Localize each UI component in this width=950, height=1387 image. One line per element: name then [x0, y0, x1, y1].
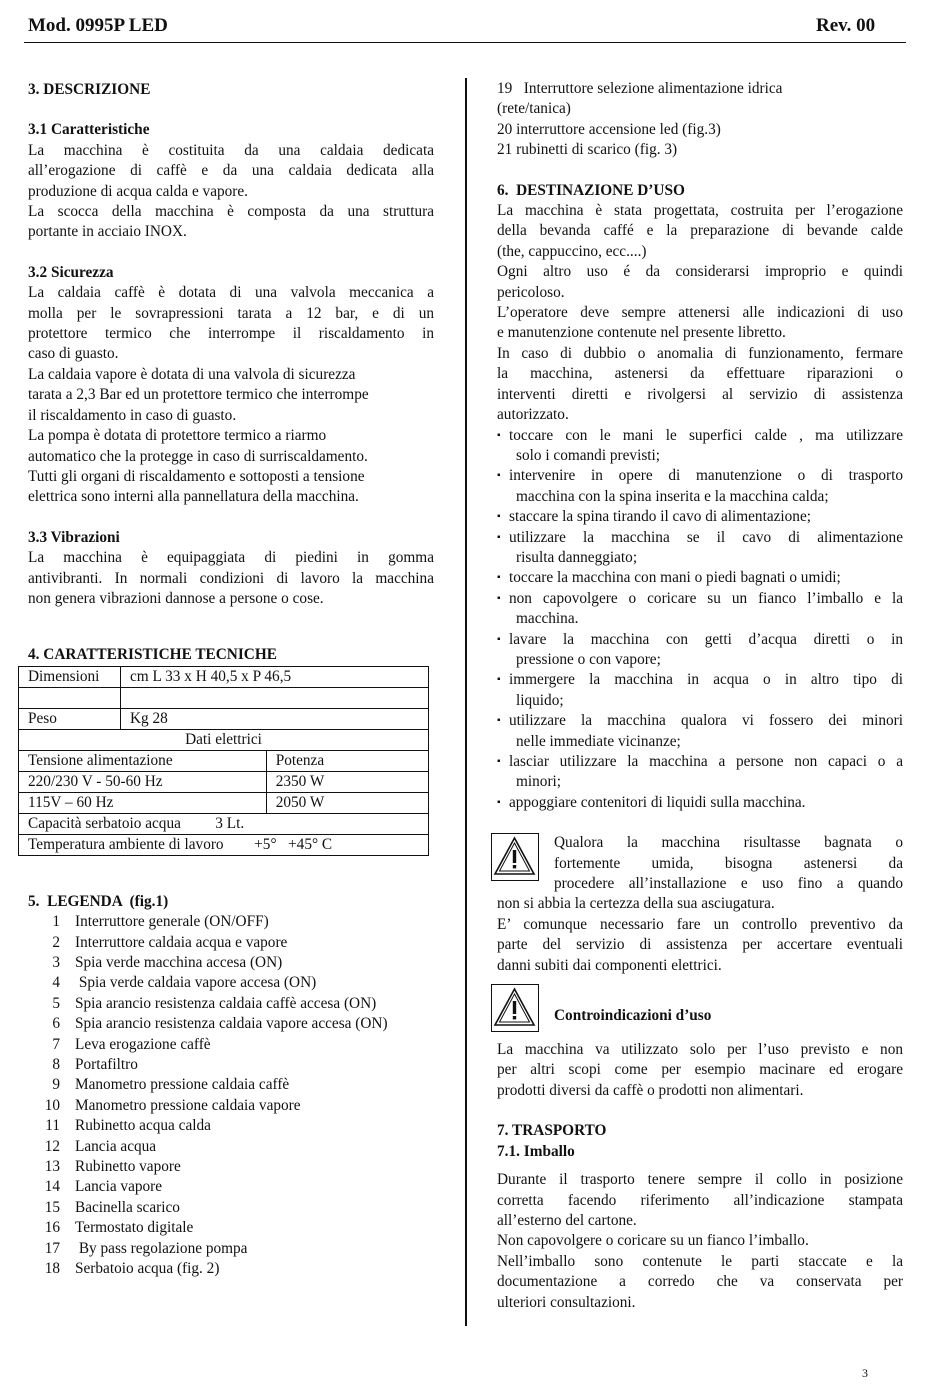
list-item-text: non capovolgere o coricare su un fianco l’imballo e la — [509, 589, 903, 607]
voltage-value: 220/230 V - 50-60 Hz — [19, 771, 267, 792]
text-line: corretta facendo riferimento all’indicazione stampata — [497, 1191, 903, 1209]
legend-item — [28, 1035, 434, 1055]
text-line: automatico che la protegge in caso di surriscaldamento. — [28, 447, 368, 465]
list-item-text: intervenire in opere di manutenzione o di trasporto — [509, 467, 903, 485]
text-line: La macchina è equipaggiata di piedini in gomma — [28, 549, 434, 567]
dimensions-value: cm L 33 x H 40,5 x P 46,5 — [121, 666, 429, 687]
legend-item — [28, 973, 434, 993]
bullet-square-icon: ▪ — [497, 592, 501, 604]
voltage-header: Tensione alimentazione — [19, 750, 267, 771]
legend-item — [28, 1218, 434, 1238]
empty-cell — [19, 687, 121, 708]
left-column — [28, 80, 434, 1279]
section-3-1-title: 3.1 Caratteristiche — [28, 121, 150, 139]
weight-label: Peso — [19, 708, 121, 729]
section-4-title: 4. CARATTERISTICHE TECNICHE — [28, 646, 277, 664]
text-line: fortemente umida, bisogna astenersi da — [554, 854, 903, 872]
list-item-continuation: liquido; — [516, 691, 564, 709]
legend-item — [28, 1198, 434, 1218]
legend-text: Interruttore caldaia acqua e vapore — [75, 933, 288, 951]
legend-text: Rubinetto acqua calda — [75, 1117, 211, 1135]
column-divider — [465, 78, 467, 1326]
legend-number: 4 — [52, 974, 60, 992]
legend-text: Lancia vapore — [75, 1178, 163, 1196]
legend-number: 2 — [52, 933, 60, 951]
section-3-title: 3. DESCRIZIONE — [28, 81, 151, 98]
table-row — [19, 771, 429, 792]
legend-item — [28, 933, 434, 953]
text-line: caso di guasto. — [28, 345, 119, 363]
power-header: Potenza — [266, 750, 428, 771]
list-item — [497, 507, 903, 527]
bullet-square-icon: ▪ — [497, 796, 501, 808]
list-item — [497, 466, 903, 507]
legend-text: Serbatoio acqua (fig. 2) — [75, 1260, 220, 1278]
list-item — [497, 568, 903, 588]
text-line: il riscaldamento in caso di guasto. — [28, 406, 237, 424]
text-line: La macchina va utilizzato solo per l’uso previsto e non — [497, 1041, 903, 1059]
text-line: non si abbia la certezza della sua asciugatura. — [497, 895, 775, 913]
text-line: parte del servizio di assistenza per accertare eventuali — [497, 936, 903, 954]
text-line: non genera vibrazioni dannose a persone o cose. — [28, 589, 324, 607]
right-column — [497, 79, 903, 1313]
warning-text — [554, 833, 903, 894]
tank-capacity: Capacità serbatoio acqua 3 Lt. — [19, 813, 429, 834]
legend-number: 5 — [52, 994, 60, 1012]
legend-item — [28, 1014, 434, 1034]
legend-item: (rete/tanica) — [497, 100, 571, 118]
list-item-text: toccare con le mani le superfici calde , ma utilizzare — [509, 426, 903, 444]
text-line: protettore termico che interrompe il riscaldamento in — [28, 325, 434, 343]
text-line: la macchina, astenersi da effettuare riparazioni o — [497, 365, 903, 383]
list-item-text: utilizzare la macchina se il cavo di alimentazione — [509, 528, 903, 546]
text-line: e manutenzione contenute nel presente libretto. — [497, 324, 786, 342]
legend-number: 17 — [44, 1239, 60, 1257]
legend-item — [28, 1116, 434, 1136]
text-line: Qualora la macchina risultasse bagnata o — [554, 834, 903, 852]
text-line: pericoloso. — [497, 283, 565, 301]
table-row — [19, 834, 429, 855]
electrical-data-heading: Dati elettrici — [19, 729, 429, 750]
legend-number: 15 — [44, 1198, 60, 1216]
text-line: Nell’imballo sono contenute le parti staccate e la — [497, 1252, 903, 1270]
legend-text: Spia verde macchina accesa (ON) — [75, 953, 283, 971]
text-line: tarata a 2,3 Bar ed un protettore termico che interrompe — [28, 386, 369, 404]
section-3-2-title: 3.2 Sicurezza — [28, 263, 114, 281]
legend-item — [28, 912, 434, 932]
empty-cell — [121, 687, 429, 708]
list-item-continuation: risulta danneggiato; — [516, 548, 638, 566]
header-rule — [24, 42, 906, 43]
bullet-square-icon: ▪ — [497, 674, 501, 686]
text-line: La macchina è stata progettata, costruita per l’erogazione — [497, 202, 903, 220]
text-line: La macchina è costituita da una caldaia dedicata — [28, 141, 434, 159]
list-item-text: toccare la macchina con mani o piedi bagnati o umidi; — [509, 569, 841, 587]
table-row — [19, 708, 429, 729]
warning-icon — [491, 984, 539, 1032]
legend-text: Portafiltro — [75, 1056, 138, 1073]
legend-text: Manometro pressione caldaia vapore — [75, 1096, 301, 1114]
text-line: In caso di dubbio o anomalia di funzionamento, fermare — [497, 344, 903, 362]
list-item — [497, 670, 903, 711]
section-6-body — [497, 201, 903, 425]
section-3-3-title: 3.3 Vibrazioni — [28, 528, 120, 546]
legend-item — [28, 1177, 434, 1197]
section-3-3-body — [28, 548, 434, 609]
text-line: Ogni altro uso é da considerarsi improprio e quindi — [497, 263, 903, 281]
page-number: 3 — [862, 1366, 868, 1380]
list-item-text: utilizzare la macchina qualora vi fossero dei minori — [509, 712, 903, 730]
warning-continued — [497, 894, 903, 976]
legend-number: 12 — [44, 1137, 60, 1155]
warning-block — [497, 833, 903, 894]
section-3-1-body — [28, 141, 434, 243]
text-line: Non capovolgere o coricare su un fianco l’imballo. — [497, 1232, 809, 1250]
table-row — [19, 750, 429, 771]
section-3-2-body — [28, 283, 434, 507]
list-item — [497, 793, 903, 813]
legend-item — [28, 1096, 434, 1116]
text-line: autorizzato. — [497, 406, 569, 424]
text-line: per altri scopi come per esempio macinare ed erogare — [497, 1061, 903, 1079]
text-line: La caldaia vapore è dotata di una valvola di sicurezza — [28, 365, 356, 383]
legend-item: 20 interruttore accensione led (fig.3) — [497, 120, 721, 138]
legend-number: 9 — [52, 1076, 60, 1094]
text-line: E’ comunque necessario fare un controllo preventivo da — [497, 915, 903, 933]
table-row — [19, 813, 429, 834]
list-item-continuation: solo i comandi previsti; — [516, 446, 661, 464]
list-item-continuation: minori; — [516, 773, 562, 791]
power-value: 2050 W — [266, 792, 428, 813]
list-item — [497, 426, 903, 467]
table-row — [19, 792, 429, 813]
list-item — [497, 630, 903, 671]
legend-item — [28, 1239, 434, 1259]
legend-text: Spia arancio resistenza caldaia caffè accesa (ON) — [75, 994, 377, 1012]
bullet-square-icon: ▪ — [497, 572, 501, 584]
list-item-text: lasciar utilizzare la macchina a persone non capaci o a — [509, 753, 903, 770]
text-line: La pompa è dotata di protettore termico a riarmo — [28, 427, 327, 445]
table-row — [19, 729, 429, 750]
specs-table — [18, 666, 429, 856]
text-line: La scocca della macchina è composta da una struttura — [28, 203, 434, 221]
legend-text: Bacinella scarico — [75, 1198, 180, 1216]
legend-item: 21 rubinetti di scarico (fig. 3) — [497, 141, 678, 159]
contraindications-block — [497, 984, 903, 1032]
bullet-square-icon: ▪ — [497, 429, 501, 441]
table-row — [19, 687, 429, 708]
bullet-square-icon: ▪ — [497, 715, 501, 727]
list-item-text: lavare la macchina con getti d’acqua diretti o in — [509, 630, 903, 648]
bullet-square-icon: ▪ — [497, 511, 501, 523]
legend-number: 13 — [44, 1158, 60, 1176]
text-line: (the, cappuccino, ecc....) — [497, 242, 647, 260]
list-item-text: appoggiare contenitori di liquidi sulla macchina. — [509, 793, 806, 811]
legend-number: 16 — [44, 1219, 60, 1237]
text-line: documentazione a corredo che va conservata per — [497, 1273, 903, 1291]
legend-number: 6 — [52, 1015, 60, 1033]
legend-text: Manometro pressione caldaia caffè — [75, 1076, 290, 1094]
list-item — [497, 528, 903, 569]
legend-text: Rubinetto vapore — [75, 1158, 181, 1176]
legend-item — [28, 1157, 434, 1177]
text-line: La caldaia caffè è dotata di una valvola meccanica a — [28, 284, 434, 302]
dimensions-label: Dimensioni — [19, 666, 121, 687]
legend-list — [28, 912, 434, 1279]
section-7-title: 7. TRASPORTO — [497, 1122, 607, 1140]
contraindications-title: Controindicazioni d’uso — [554, 1007, 712, 1025]
text-line: molla per le sovrapressioni tarata a 12 bar, e di un — [28, 304, 434, 322]
text-line: danni subiti dai componenti elettrici. — [497, 956, 722, 974]
list-item-continuation: nelle immediate vicinanze; — [516, 732, 681, 750]
legend-item — [28, 1137, 434, 1157]
voltage-value: 115V – 60 Hz — [19, 792, 267, 813]
warning-icon — [491, 833, 539, 881]
operator-bullet-list — [497, 426, 903, 814]
text-line: produzione di acqua calda e vapore. — [28, 182, 248, 200]
legend-number: 14 — [44, 1178, 60, 1196]
section-7-1-body — [497, 1170, 903, 1313]
weight-value: Kg 28 — [121, 708, 429, 729]
text-line: all’erogazione di caffè e da una caldaia dedicata alla — [28, 162, 434, 180]
legend-item — [28, 1259, 434, 1279]
list-item-continuation: macchina. — [516, 610, 579, 628]
legend-number: 10 — [44, 1096, 60, 1114]
bullet-square-icon: ▪ — [497, 756, 501, 767]
legend-item — [28, 1075, 434, 1095]
power-value: 2350 W — [266, 771, 428, 792]
legend-text: Leva erogazione caffè — [75, 1035, 211, 1053]
legend-item — [28, 953, 434, 973]
legend-item: 19 Interruttore selezione alimentazione idrica — [497, 80, 783, 97]
section-7-1-title: 7.1. Imballo — [497, 1142, 575, 1160]
text-line: Tutti gli organi di riscaldamento e sottoposti a tensione — [28, 467, 365, 485]
list-item-continuation: macchina con la spina inserita e la macchina calda; — [516, 487, 829, 505]
text-line: all’esterno del cartone. — [497, 1211, 637, 1229]
text-line: ulteriori consultazioni. — [497, 1293, 636, 1311]
bullet-square-icon: ▪ — [497, 470, 501, 482]
text-line: della bevanda caffé e la preparazione di bevande calde — [497, 222, 903, 240]
ambient-temperature: Temperatura ambiente di lavoro +5° +45° C — [19, 834, 429, 855]
table-row — [19, 666, 429, 687]
text-line: Durante il trasporto tenere sempre il collo in posizione — [497, 1171, 903, 1189]
legend-number: 3 — [52, 953, 60, 971]
legend-text: Spia verde caldaia vapore accesa (ON) — [75, 974, 317, 992]
text-line: prodotti diversi da caffè o prodotti non alimentari. — [497, 1081, 804, 1099]
header-revision: Rev. 00 — [816, 15, 876, 36]
legend-number: 1 — [52, 913, 60, 931]
legend-text: Interruttore generale (ON/OFF) — [75, 913, 269, 931]
text-line: procedere all’installazione e uso fino a quando — [554, 875, 903, 893]
legend-text: By pass regolazione pompa — [75, 1239, 248, 1257]
legend-text: Lancia acqua — [75, 1137, 157, 1155]
list-item — [497, 711, 903, 752]
list-item — [497, 589, 903, 630]
text-line: portante in acciaio INOX. — [28, 223, 187, 241]
text-line: interventi diretti e rivolgersi al servizio di assistenza — [497, 385, 903, 403]
legend-item — [28, 1055, 434, 1075]
list-item — [497, 752, 903, 793]
text-line: elettrica sono interni alla pannellatura della macchina. — [28, 488, 359, 506]
bullet-square-icon: ▪ — [497, 531, 501, 543]
bullet-square-icon: ▪ — [497, 633, 501, 645]
header-model: Mod. 0995P LED — [28, 15, 168, 36]
legend-number: 7 — [52, 1035, 60, 1053]
contraindications-body — [497, 1040, 903, 1101]
legend-text: Spia arancio resistenza caldaia vapore accesa (ON) — [75, 1015, 388, 1033]
section-6-title: 6. DESTINAZIONE D’USO — [497, 181, 685, 199]
text-line: L’operatore deve sempre attenersi alle indicazioni di uso — [497, 304, 903, 322]
list-item-text: immergere la macchina in acqua o in altro tipo di — [509, 671, 903, 689]
legend-item — [28, 994, 434, 1014]
section-5-title: 5. LEGENDA (fig.1) — [28, 892, 169, 910]
legend-continued — [497, 79, 903, 161]
legend-text: Termostato digitale — [75, 1219, 194, 1237]
text-line: antivibranti. In normali condizioni di lavoro la macchina — [28, 569, 434, 587]
legend-number: 18 — [44, 1260, 60, 1278]
list-item-text: staccare la spina tirando il cavo di alimentazione; — [509, 508, 811, 526]
legend-number: 8 — [52, 1056, 60, 1073]
list-item-continuation: pressione o con vapore; — [516, 650, 661, 668]
legend-number: 11 — [45, 1117, 60, 1135]
